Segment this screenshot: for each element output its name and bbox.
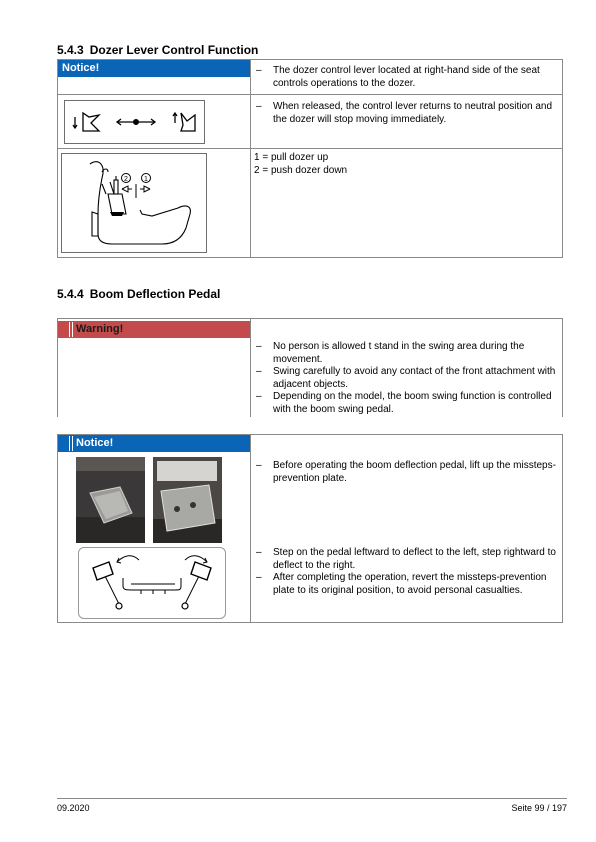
footer-divider — [57, 798, 567, 799]
dash-glyph: – — [256, 341, 262, 352]
list-item — [254, 65, 558, 90]
footer-date: 09.2020 — [57, 803, 90, 813]
legend-item: 1 = pull dozer up — [254, 152, 329, 163]
list-item — [254, 547, 558, 572]
legend-item: 2 = push dozer down — [254, 164, 348, 176]
list-item-text: When released, the control lever returns to neutral position and the dozer will stop moving immediately. — [273, 101, 553, 125]
pedal-plate-closed-icon — [76, 457, 145, 543]
dozer-lever-table — [57, 59, 563, 258]
section-title: Dozer Lever Control Function — [89, 43, 259, 57]
notice-list-b — [254, 547, 558, 597]
footer-page-number: Seite 99 / 197 — [511, 803, 567, 813]
table-row — [58, 148, 562, 258]
list-item — [254, 572, 558, 597]
list-item-text: No person is allowed t stand in the swing area during the movement. — [273, 341, 525, 365]
list-item-text: Swing carefully to avoid any contact of the front attachment with adjacent objects. — [273, 366, 556, 390]
list-item-text: After completing the operation, revert the missteps-prevention plate to its original position, to avoid personal casualties. — [273, 572, 547, 596]
callout-2: 2 — [124, 176, 128, 183]
list-item — [254, 101, 558, 126]
dash-glyph: – — [256, 65, 262, 76]
section-title: Boom Deflection Pedal — [89, 287, 221, 301]
table-row — [58, 60, 562, 94]
pedal-diagram-image — [78, 547, 226, 619]
notice-list-a — [254, 460, 558, 485]
list-item — [254, 460, 558, 485]
lever-direction-symbols-icon — [65, 101, 204, 143]
list-item — [254, 366, 558, 391]
pedal-photo-closed — [76, 457, 145, 543]
callout-1: 1 — [144, 176, 148, 183]
lever-symbols-image — [64, 100, 205, 144]
notice-banner — [58, 435, 250, 452]
dozer-lever-image — [61, 153, 207, 253]
notice-table — [57, 434, 563, 623]
warning-table — [57, 318, 563, 417]
notice-label: Notice! — [76, 437, 114, 449]
section-heading-5-4-3 — [57, 43, 258, 57]
list-item-text: Depending on the model, the boom swing function is controlled with the boom swing pedal. — [273, 391, 552, 415]
list-item — [254, 391, 558, 416]
dash-glyph: – — [256, 547, 262, 558]
warning-banner — [58, 321, 250, 338]
list-item-text: Step on the pedal leftward to deflect to the left, step rightward to deflect to the right. — [273, 547, 556, 571]
dash-glyph: – — [256, 101, 262, 112]
warning-list — [254, 341, 558, 416]
notice-banner — [58, 60, 250, 77]
table-row — [58, 94, 562, 148]
seat-console-lever-icon — [62, 154, 206, 252]
notice-label: Notice! — [62, 62, 100, 74]
dash-glyph: – — [256, 391, 262, 402]
warning-label: Warning! — [76, 323, 124, 335]
list-item-text: Before operating the boom deflection pedal, lift up the missteps-prevention plate. — [273, 460, 556, 484]
legend-list — [254, 152, 558, 177]
pedal-plate-open-icon — [153, 457, 222, 543]
pedal-deflection-diagram-icon — [79, 548, 225, 618]
list-item-text: The dozer control lever located at right-hand side of the seat controls operations to the dozer. — [273, 65, 540, 89]
section-heading-5-4-4 — [57, 287, 220, 301]
section-number: 5.4.4 — [57, 287, 84, 301]
dash-glyph: – — [256, 572, 262, 583]
list-item — [254, 341, 558, 366]
pedal-photo-open — [153, 457, 222, 543]
dash-glyph: – — [256, 460, 262, 471]
section-number: 5.4.3 — [57, 43, 84, 57]
dash-glyph: – — [256, 366, 262, 377]
